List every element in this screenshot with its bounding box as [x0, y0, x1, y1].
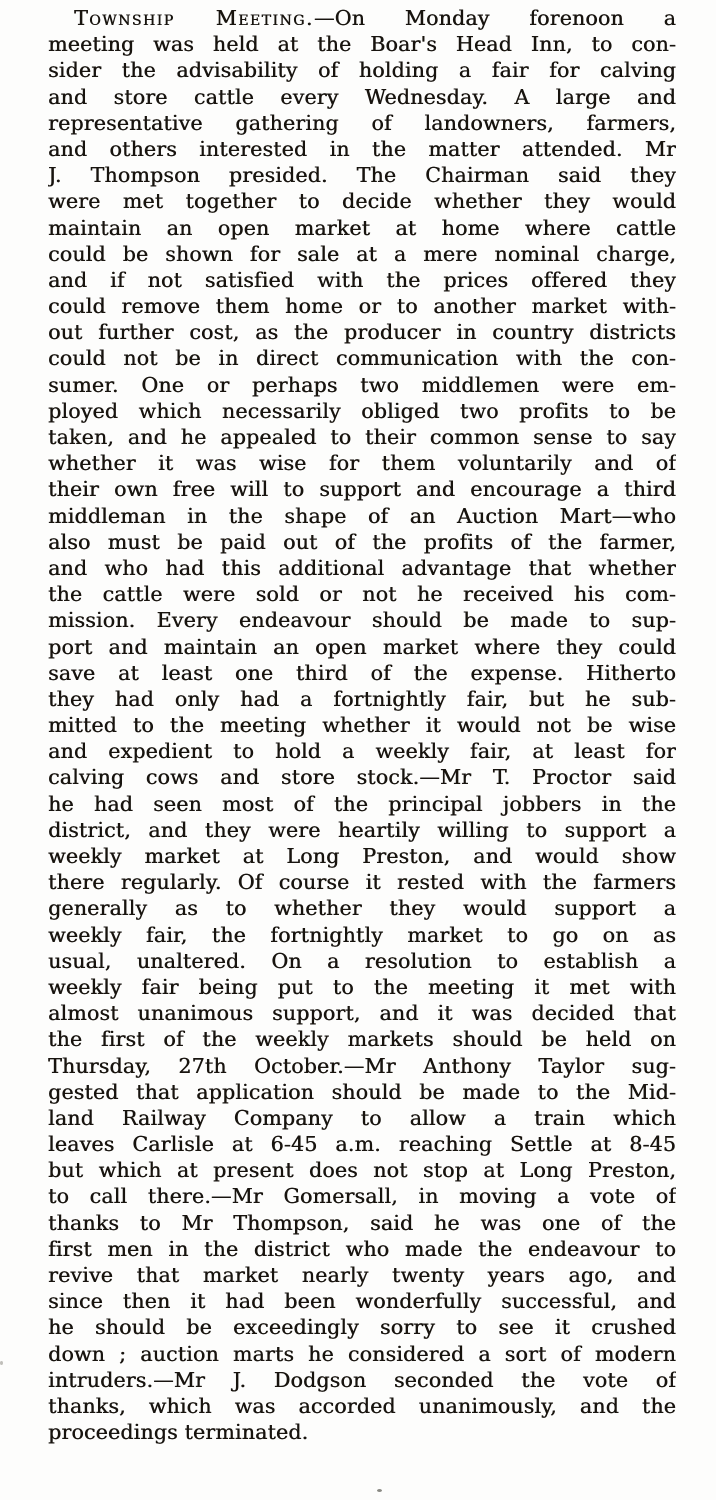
article-line: sider the advisability of holding a fair for calving [48, 58, 676, 83]
article-township-meeting [48, 5, 676, 1445]
article-line: since then it had been wonderfully successful, and [48, 1289, 676, 1314]
article-line: down ; auction marts he considered a sort of modern [48, 1341, 676, 1366]
article-line: weekly fair being put to the meeting it met with [48, 974, 676, 999]
article-line: could not be in direct communication with the con- [48, 346, 676, 371]
article-line: ployed which necessarily obliged two profits to be [48, 398, 676, 423]
article-line: J. Thompson presided. The Chairman said they [48, 163, 676, 188]
article-line: usual, unaltered. On a resolution to establish a [48, 948, 676, 973]
article-line: land Railway Company to allow a train which [48, 1105, 676, 1130]
article-line: and store cattle every Wednesday. A large and [48, 84, 676, 109]
article-body-lines [48, 31, 676, 1445]
article-line: out further cost, as the producer in country districts [48, 320, 676, 345]
article-line: and others interested in the matter attended. Mr [48, 136, 676, 161]
article-line: almost unanimous support, and it was decided that [48, 1001, 676, 1026]
article-line: whether it was wise for them voluntarily and of [48, 451, 676, 476]
article-line: leaves Carlisle at 6-45 a.m. reaching Settle at 8-45 [48, 1132, 676, 1157]
article-line: meeting was held at the Boar's Head Inn, to con- [48, 32, 676, 57]
article-line: sumer. One or perhaps two middlemen were em- [48, 372, 676, 397]
article-line: thanks to Mr Thompson, said he was one of the [48, 1210, 676, 1235]
ink-speck [0, 1361, 3, 1365]
article-line: thanks, which was accorded unanimously, and the [48, 1393, 676, 1418]
article-line: could remove them home or to another market with- [48, 294, 676, 319]
article-line: mitted to the meeting whether it would not be wise [48, 713, 676, 738]
article-line: but which at present does not stop at Long Preston, [48, 1158, 676, 1183]
article-line: proceedings terminated. [48, 1420, 309, 1445]
article-line: maintain an open market at home where cattle [48, 215, 676, 240]
article-line: and expedient to hold a weekly fair, at least for [48, 739, 676, 764]
article-line: and who had this additional advantage that whether [48, 555, 676, 580]
article-line: there regularly. Of course it rested with the farmers [48, 870, 676, 895]
article-line: and if not satisfied with the prices offered they [48, 267, 676, 292]
ink-speck [377, 1489, 382, 1492]
article-line: district, and they were heartily willing to support a [48, 817, 676, 842]
article-line: weekly fair, the fortnightly market to go on as [48, 922, 676, 947]
article-line: middleman in the shape of an Auction Mart—who [48, 503, 676, 528]
article-line: they had only had a fortnightly fair, but he sub- [48, 686, 676, 711]
article-line: the cattle were sold or not he received his com- [48, 582, 676, 607]
article-line: representative gathering of landowners, farmers, [48, 110, 676, 135]
article-line: to call there.—Mr Gomersall, in moving a vote of [48, 1184, 676, 1209]
article-line: taken, and he appealed to their common sense to say [48, 425, 676, 449]
article-line: their own free will to support and encourage a third [48, 477, 676, 502]
article-line: weekly market at Long Preston, and would show [48, 844, 676, 868]
article-line: mission. Every endeavour should be made to sup- [48, 608, 676, 633]
article-line: first men in the district who made the endeavour to [48, 1236, 676, 1261]
article-line: generally as to whether they would support a [48, 896, 676, 921]
article-line: gested that application should be made to the Mid- [48, 1079, 676, 1104]
article-line: save at least one third of the expense. Hitherto [48, 660, 676, 685]
article-line: intruders.—Mr J. Dodgson seconded the vote of [48, 1367, 676, 1392]
article-line: could be shown for sale at a mere nominal charge, [48, 241, 676, 266]
article-line: he had seen most of the principal jobbers in the [48, 791, 676, 816]
article-line: the first of the weekly markets should be held on [48, 1027, 676, 1052]
article-line: port and maintain an open market where they could [48, 634, 676, 659]
article-line: were met together to decide whether they would [48, 189, 676, 214]
article-line: revive that market nearly twenty years ago, and [48, 1263, 676, 1287]
article-line: he should be exceedingly sorry to see it crushed [48, 1315, 676, 1340]
article-line: calving cows and store stock.—Mr T. Proctor said [48, 765, 676, 790]
article-first-line-text: —On Monday forenoon a [313, 6, 676, 30]
article-line: also must be paid out of the profits of the farmer, [48, 529, 676, 554]
article-heading: Township Meeting. [74, 6, 314, 30]
article-line: Thursday, 27th October.—Mr Anthony Taylor sug- [48, 1053, 676, 1078]
article-first-line [48, 5, 676, 31]
